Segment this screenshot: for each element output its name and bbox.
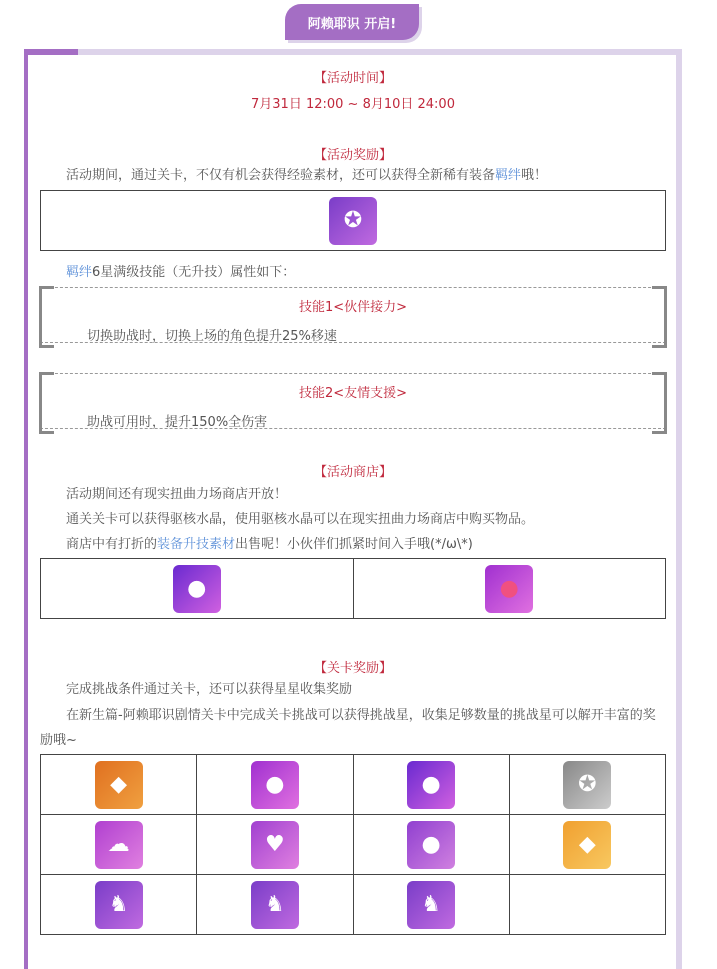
red-orb-staff-icon[interactable]: ● [251, 761, 299, 809]
skill-title: 技能2<友情支援> [298, 386, 408, 401]
upgrade-material-link[interactable]: 装备升技素材 [157, 537, 236, 552]
shop-line-3-pre: 商店中有打折的 [66, 537, 158, 552]
skill-intro-text: 6星满级技能（无升技）属性如下： [92, 265, 296, 280]
blue-bear-statue-icon[interactable]: ♞ [407, 881, 455, 929]
time-heading: 【活动时间】 [313, 71, 392, 86]
reward-cell [353, 815, 509, 875]
shop-cell [353, 559, 666, 619]
gold-bear-statue-icon[interactable]: ♞ [251, 881, 299, 929]
stage-reward-grid [40, 754, 666, 935]
reward-cell [353, 755, 509, 815]
shop-line-1: 活动期间还有现实扭曲力场商店开放！ [66, 487, 288, 502]
reward-cell [41, 875, 197, 935]
skill-title: 技能1<伙伴接力> [298, 300, 408, 315]
equip-cell [41, 191, 666, 251]
skill-desc: 切换助战时，切换上场的角色提升25%移速 [87, 329, 337, 344]
equip-link-2[interactable]: 羁绊 [66, 265, 93, 280]
badge-medal-icon[interactable]: ✪ [563, 761, 611, 809]
white-chick-icon[interactable]: ● [407, 821, 455, 869]
shop-line-3-post: 出售呢！小伙伴们抓紧时间入手哦(*/ω\*) [235, 537, 473, 552]
skill-desc: 助战可用时，提升150%全伤害 [87, 415, 268, 430]
purple-crystal-egg-icon[interactable]: ◆ [95, 761, 143, 809]
reward-text-pre: 活动期间，通过关卡，不仅有机会获得经验素材，还可以获得全新稀有装备 [66, 168, 496, 183]
blue-orb-staff-icon[interactable]: ● [173, 565, 221, 613]
shop-line-2: 通关关卡可以获得驱核水晶，使用驱核水晶可以在现实扭曲力场商店中购买物品。 [66, 512, 535, 527]
reward-cell [353, 875, 509, 935]
reward-cell [41, 755, 197, 815]
reward-cell [509, 755, 665, 815]
equip-link[interactable]: 羁绊 [495, 168, 522, 183]
reward-cell [197, 755, 353, 815]
skill-intro [40, 260, 666, 285]
reward-cell [509, 875, 665, 935]
skill-box-2 [40, 373, 666, 429]
stage-line-2: 在新生篇-阿赖耶识剧情关卡中完成关卡挑战可以获得挑战星，收集足够数量的挑战星可以解开丰富的奖励哦~ [40, 708, 656, 748]
section-banner: 阿赖耶识 开启! [285, 4, 419, 40]
reward-text [40, 163, 666, 188]
blue-orb-staff-icon[interactable]: ● [407, 761, 455, 809]
red-orb-staff-icon[interactable]: ● [485, 565, 533, 613]
stage-heading: 【关卡奖励】 [313, 661, 392, 676]
blue-crystal-icon[interactable]: ◆ [563, 821, 611, 869]
reward-cell [197, 875, 353, 935]
stage-line-1: 完成挑战条件通过关卡，还可以获得星星收集奖励 [66, 682, 353, 697]
reward-text-post: 哦！ [521, 168, 548, 183]
shop-line-3 [40, 532, 666, 557]
skill-box-1 [40, 287, 666, 343]
reward-cell [509, 815, 665, 875]
shop-cell [41, 559, 354, 619]
white-bird-icon[interactable]: ♥ [251, 821, 299, 869]
sleeping-pet-icon[interactable]: ☁ [95, 821, 143, 869]
reward-cell [197, 815, 353, 875]
reward-cell [41, 815, 197, 875]
silver-bear-statue-icon[interactable]: ♞ [95, 881, 143, 929]
shop-heading: 【活动商店】 [313, 465, 392, 480]
time-range: 7月31日 12:00 ~ 8月10日 24:00 [251, 97, 455, 112]
badge-medal-icon[interactable]: ✪ [329, 197, 377, 245]
reward-heading: 【活动奖励】 [313, 148, 392, 163]
